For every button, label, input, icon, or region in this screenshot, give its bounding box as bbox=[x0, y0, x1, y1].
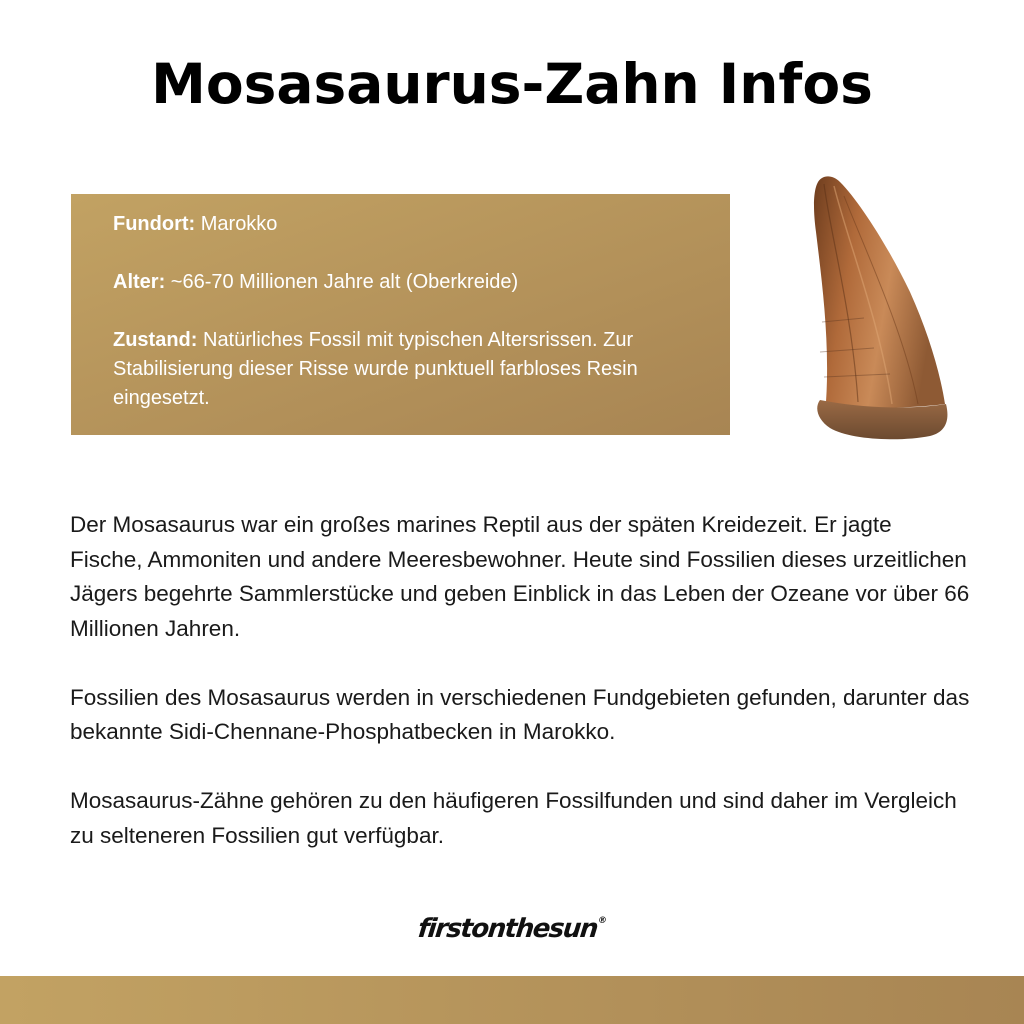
info-label-fundort: Fundort: bbox=[113, 213, 196, 235]
info-row-alter bbox=[113, 268, 690, 297]
info-label-alter: Alter: bbox=[113, 271, 166, 293]
info-box bbox=[71, 194, 730, 435]
description-paragraph-2: Fossilien des Mosasaurus werden in verschiedenen Fundgebieten gefunden, darunter das bekannte Sidi-Chennane-Phosphatbecken in Marokko. bbox=[70, 684, 970, 744]
description-paragraph-1: Der Mosasaurus war ein großes marines Reptil aus der späten Kreidezeit. Er jagte Fische, Ammoniten und andere Meeresbewohner. Heute sind Fossilien dieses urzeitlichen Jägers begehrte Sammlerstücke und geben Einblick in das Leben der Ozeane vor über 66 Millionen Jahren. bbox=[70, 512, 970, 641]
brand-logo-text: firstonthesun bbox=[416, 914, 599, 944]
info-label-zustand: Zustand: bbox=[113, 329, 198, 351]
info-row-zustand bbox=[113, 326, 690, 413]
info-value-alter: ~66-70 Millionen Jahre alt (Oberkreide) bbox=[165, 271, 519, 293]
info-value-fundort: Marokko bbox=[195, 213, 278, 235]
page-title: Mosasaurus-Zahn Infos bbox=[151, 52, 873, 116]
info-row-fundort bbox=[113, 210, 690, 239]
info-value-zustand: Natürliches Fossil mit typischen Altersrissen. Zur Stabilisierung dieser Risse wurde punktuell farbloses Resin eingesetzt. bbox=[113, 329, 638, 409]
mosasaurus-tooth-image bbox=[800, 172, 950, 444]
description bbox=[70, 508, 970, 888]
description-paragraph-3: Mosasaurus-Zähne gehören zu den häufigeren Fossilfunden und sind daher im Vergleich zu selteneren Fossilien gut verfügbar. bbox=[70, 788, 957, 848]
brand-logo bbox=[0, 914, 1024, 944]
registered-mark: ® bbox=[597, 916, 608, 926]
bottom-gold-band bbox=[0, 976, 1024, 1024]
